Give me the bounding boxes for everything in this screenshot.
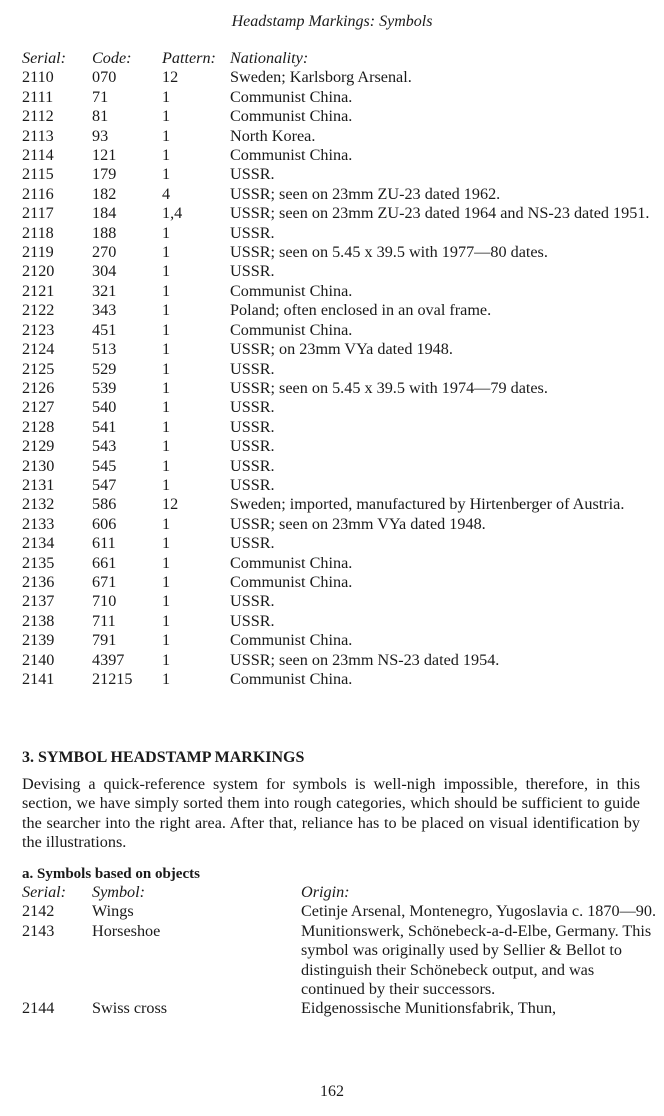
- pattern-cell: 1: [162, 514, 171, 533]
- pattern-cell: 1: [162, 262, 171, 281]
- table-row: [22, 88, 650, 107]
- code-cell: 529: [92, 359, 117, 378]
- table-row: [22, 165, 650, 184]
- symbol-table-body: [22, 902, 661, 1018]
- table-row: [22, 476, 650, 495]
- symbol-serial-cell: 2144: [22, 999, 55, 1018]
- pattern-cell: 12: [162, 495, 179, 514]
- symbol-serial-cell: 2142: [22, 902, 55, 921]
- table-row: [22, 515, 650, 534]
- serial-cell: 2122: [22, 301, 55, 320]
- code-cell: 671: [92, 572, 117, 591]
- nationality-cell: USSR.: [230, 398, 275, 417]
- table-row: [22, 418, 650, 437]
- table-row: [22, 360, 650, 379]
- pattern-cell: 1: [162, 650, 171, 669]
- pattern-cell: 1: [162, 320, 171, 339]
- pattern-cell: 1: [162, 301, 171, 320]
- nationality-cell: Communist China.: [230, 146, 353, 165]
- pattern-cell: 1,4: [162, 204, 183, 223]
- symbol-row: [22, 999, 661, 1018]
- serial-cell: 2124: [22, 340, 55, 359]
- code-cell: 71: [92, 87, 109, 106]
- serial-cell: 2128: [22, 417, 55, 436]
- code-cell: 81: [92, 107, 109, 126]
- serial-cell: 2112: [22, 107, 54, 126]
- nationality-cell: USSR.: [230, 223, 275, 242]
- pattern-cell: 1: [162, 456, 171, 475]
- page-number: 162: [320, 1083, 344, 1100]
- table-row: [22, 301, 650, 320]
- pattern-cell: 1: [162, 534, 171, 553]
- table-row: [22, 127, 650, 146]
- table-row: [22, 68, 650, 87]
- code-cell: 304: [92, 262, 117, 281]
- pattern-cell: 1: [162, 572, 171, 591]
- serial-cell: 2127: [22, 398, 55, 417]
- symbol-serial-cell: 2143: [22, 921, 55, 940]
- code-cell: 541: [92, 417, 117, 436]
- symbol-header-symbol: Symbol:: [92, 883, 146, 901]
- symbol-origin-cell: Munitionswerk, Schönebeck-a-d-Elbe, Germany. This symbol was originally used by Sellier & Bellot to distinguish their Schönebeck output, and was continued by their successors.: [301, 921, 652, 999]
- nationality-cell: USSR.: [230, 534, 275, 553]
- header-serial: Serial:: [22, 49, 67, 67]
- symbol-name-cell: Wings: [92, 902, 134, 921]
- pattern-cell: 1: [162, 107, 171, 126]
- nationality-cell: North Korea.: [230, 126, 316, 145]
- table-row: [22, 185, 650, 204]
- subsection-heading: a. Symbols based on objects: [22, 866, 200, 882]
- code-cell: 4397: [92, 650, 125, 669]
- table-row: [22, 107, 650, 126]
- code-cell: 661: [92, 553, 117, 572]
- nationality-cell: Communist China.: [230, 572, 353, 591]
- pattern-cell: 1: [162, 398, 171, 417]
- code-cell: 611: [92, 534, 116, 553]
- pattern-cell: 12: [162, 68, 179, 87]
- serial-cell: 2115: [22, 165, 54, 184]
- nationality-cell: Communist China.: [230, 281, 353, 300]
- serial-cell: 2125: [22, 359, 55, 378]
- code-cell: 321: [92, 281, 117, 300]
- nationality-cell: USSR; seen on 23mm ZU-23 dated 1962.: [230, 184, 501, 203]
- code-cell: 540: [92, 398, 117, 417]
- nationality-cell: Communist China.: [230, 87, 353, 106]
- code-cell: 547: [92, 475, 117, 494]
- serial-cell: 2116: [22, 184, 54, 203]
- nationality-cell: Sweden; Karlsborg Arsenal.: [230, 68, 412, 87]
- code-cell: 586: [92, 495, 117, 514]
- table-row: [22, 670, 650, 689]
- table-row: [22, 592, 650, 611]
- pattern-cell: 1: [162, 243, 171, 262]
- serial-cell: 2113: [22, 126, 54, 145]
- pattern-cell: 1: [162, 126, 171, 145]
- code-cell: 711: [92, 611, 116, 630]
- serial-cell: 2138: [22, 611, 55, 630]
- nationality-cell: USSR.: [230, 165, 275, 184]
- pattern-cell: 1: [162, 378, 171, 397]
- nationality-cell: USSR.: [230, 262, 275, 281]
- pattern-cell: 4: [162, 184, 171, 203]
- serial-cell: 2135: [22, 553, 55, 572]
- pattern-cell: 1: [162, 223, 171, 242]
- pattern-cell: 1: [162, 165, 171, 184]
- code-cell: 188: [92, 223, 117, 242]
- symbol-row: [22, 902, 661, 921]
- header-code: Code:: [92, 49, 132, 67]
- symbol-name-cell: Swiss cross: [92, 999, 168, 1018]
- table-row: [22, 437, 650, 456]
- nationality-cell: Communist China.: [230, 107, 353, 126]
- header-nationality: Nationality:: [230, 49, 309, 67]
- nationality-cell: USSR.: [230, 437, 275, 456]
- nationality-cell: USSR.: [230, 592, 275, 611]
- serial-cell: 2110: [22, 68, 54, 87]
- serial-code-table: [22, 49, 650, 689]
- serial-cell: 2126: [22, 378, 55, 397]
- code-cell: 184: [92, 204, 117, 223]
- table-row: [22, 495, 650, 514]
- section-heading: 3. SYMBOL HEADSTAMP MARKINGS: [22, 749, 305, 766]
- serial-cell: 2133: [22, 514, 55, 533]
- pattern-cell: 1: [162, 146, 171, 165]
- table-row: [22, 282, 650, 301]
- nationality-cell: Sweden; imported, manufactured by Hirtenberger of Austria.: [230, 495, 625, 514]
- serial-cell: 2132: [22, 495, 55, 514]
- serial-cell: 2136: [22, 572, 55, 591]
- nationality-cell: Communist China.: [230, 553, 353, 572]
- pattern-cell: 1: [162, 670, 171, 688]
- code-cell: 93: [92, 126, 109, 145]
- table-row: [22, 146, 650, 165]
- serial-table-body: [22, 68, 650, 689]
- serial-cell: 2140: [22, 650, 55, 669]
- code-cell: 543: [92, 437, 117, 456]
- table-row: [22, 340, 650, 359]
- code-cell: 121: [92, 146, 117, 165]
- code-cell: 343: [92, 301, 117, 320]
- nationality-cell: USSR; seen on 5.45 x 39.5 with 1974—79 dates.: [230, 378, 548, 397]
- pattern-cell: 1: [162, 359, 171, 378]
- nationality-cell: USSR.: [230, 456, 275, 475]
- table-row: [22, 573, 650, 592]
- serial-cell: 2111: [22, 87, 54, 106]
- pattern-cell: 1: [162, 631, 171, 650]
- serial-cell: 2129: [22, 437, 55, 456]
- nationality-cell: USSR; seen on 23mm ZU-23 dated 1964 and NS-23 dated 1951.: [230, 204, 650, 223]
- serial-cell: 2131: [22, 475, 55, 494]
- serial-cell: 2119: [22, 243, 54, 262]
- code-cell: 451: [92, 320, 117, 339]
- table-row: [22, 379, 650, 398]
- symbol-origin-cell: Eidgenossische Munitionsfabrik, Thun,: [301, 999, 557, 1018]
- code-cell: 791: [92, 631, 117, 650]
- table-row: [22, 612, 650, 631]
- table-row: [22, 554, 650, 573]
- table-row: [22, 631, 650, 650]
- symbol-header-serial: Serial:: [22, 883, 67, 901]
- symbol-origin-cell: Cetinje Arsenal, Montenegro, Yugoslavia c. 1870—90.: [301, 902, 657, 921]
- pattern-cell: 1: [162, 592, 171, 611]
- serial-cell: 2139: [22, 631, 55, 650]
- table-row: [22, 651, 650, 670]
- nationality-cell: USSR; seen on 23mm NS-23 dated 1954.: [230, 650, 500, 669]
- serial-cell: 2134: [22, 534, 55, 553]
- table-row: [22, 262, 650, 281]
- code-cell: 070: [92, 68, 117, 87]
- header-pattern: Pattern:: [162, 49, 216, 67]
- nationality-cell: Communist China.: [230, 670, 353, 688]
- symbol-name-cell: Horseshoe: [92, 921, 161, 940]
- pattern-cell: 1: [162, 553, 171, 572]
- code-cell: 179: [92, 165, 117, 184]
- code-cell: 182: [92, 184, 117, 203]
- nationality-cell: USSR; seen on 23mm VYa dated 1948.: [230, 514, 486, 533]
- table-row: [22, 457, 650, 476]
- code-cell: 606: [92, 514, 117, 533]
- nationality-cell: USSR.: [230, 475, 275, 494]
- code-cell: 545: [92, 456, 117, 475]
- pattern-cell: 1: [162, 475, 171, 494]
- code-cell: 21215: [92, 670, 133, 688]
- serial-cell: 2118: [22, 223, 54, 242]
- code-cell: 513: [92, 340, 117, 359]
- serial-cell: 2121: [22, 281, 55, 300]
- table-row: [22, 204, 650, 223]
- nationality-cell: Communist China.: [230, 320, 353, 339]
- code-cell: 539: [92, 378, 117, 397]
- serial-cell: 2120: [22, 262, 55, 281]
- pattern-cell: 1: [162, 417, 171, 436]
- section-paragraph: Devising a quick-reference system for symbols is well-nigh impossible, therefore, in this section, we have simply sorted them into rough categories, which should be sufficient to guide the searcher into the right area. After that, reliance has to be placed on visual identification by the illustrations.: [22, 775, 640, 852]
- code-cell: 710: [92, 592, 117, 611]
- table-row: [22, 534, 650, 553]
- symbol-row: [22, 922, 661, 1000]
- pattern-cell: 1: [162, 340, 171, 359]
- nationality-cell: USSR; on 23mm VYa dated 1948.: [230, 340, 453, 359]
- pattern-cell: 1: [162, 437, 171, 456]
- nationality-cell: USSR.: [230, 417, 275, 436]
- table-row: [22, 398, 650, 417]
- nationality-cell: Communist China.: [230, 631, 353, 650]
- nationality-cell: Poland; often enclosed in an oval frame.: [230, 301, 492, 320]
- nationality-cell: USSR.: [230, 359, 275, 378]
- pattern-cell: 1: [162, 281, 171, 300]
- table-header-row: [22, 49, 650, 68]
- table-row: [22, 321, 650, 340]
- symbol-header-origin: Origin:: [301, 883, 350, 901]
- table-row: [22, 224, 650, 243]
- pattern-cell: 1: [162, 87, 171, 106]
- symbol-table: [22, 883, 661, 1019]
- pattern-cell: 1: [162, 611, 171, 630]
- serial-cell: 2141: [22, 670, 55, 688]
- nationality-cell: USSR.: [230, 611, 275, 630]
- serial-cell: 2117: [22, 204, 54, 223]
- symbol-header-row: [22, 883, 661, 902]
- nationality-cell: USSR; seen on 5.45 x 39.5 with 1977—80 dates.: [230, 243, 548, 262]
- serial-cell: 2130: [22, 456, 55, 475]
- serial-cell: 2123: [22, 320, 55, 339]
- page-header: Headstamp Markings: Symbols: [231, 13, 433, 30]
- serial-cell: 2114: [22, 146, 54, 165]
- serial-cell: 2137: [22, 592, 55, 611]
- code-cell: 270: [92, 243, 117, 262]
- table-row: [22, 243, 650, 262]
